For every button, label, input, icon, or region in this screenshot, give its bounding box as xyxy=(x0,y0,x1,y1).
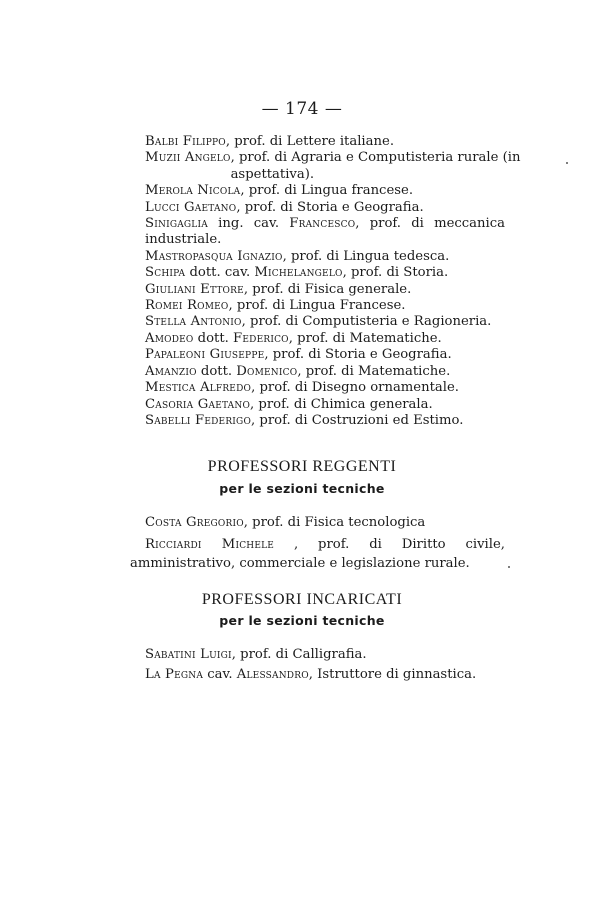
list-entry xyxy=(145,249,505,265)
list-entry xyxy=(145,150,521,183)
page-number: — 174 — xyxy=(261,99,343,119)
entry-text-secondary: , prof. di Storia. xyxy=(342,265,449,281)
list-entry xyxy=(145,183,505,199)
reggenti-list xyxy=(130,515,505,573)
professori-list xyxy=(145,134,521,429)
entry-text-secondary: , prof. di Matematiche. xyxy=(288,330,442,346)
entry-name: Sabatini Luigi xyxy=(145,647,232,662)
entry-text-secondary: , prof. di Matematiche. xyxy=(297,363,451,379)
entry-name-secondary: Federico xyxy=(233,330,289,346)
entry-text-secondary: , prof. di meccanica industriale. xyxy=(145,216,505,248)
entry-text: , prof. di Lingua francese. xyxy=(240,183,414,199)
entry-name: Casoria Gaetano xyxy=(145,396,251,412)
section-subtitle-incaricati: per le sezioni tecniche xyxy=(219,613,385,628)
entry-text: dott. cav. xyxy=(185,265,255,281)
list-entry xyxy=(145,347,505,363)
list-entry xyxy=(145,200,505,216)
list-entry xyxy=(145,282,505,298)
entry-name: Giuliani Ettore xyxy=(145,281,244,297)
list-entry xyxy=(145,265,505,281)
list-entry xyxy=(130,535,505,573)
entry-text: , prof. di Computisteria e Ragioneria. xyxy=(241,314,492,330)
list-entry xyxy=(145,515,505,531)
list-entry xyxy=(145,364,505,380)
entry-name: Costa Gregorio xyxy=(145,515,244,530)
entry-text: , prof. di Fisica generale. xyxy=(243,281,412,297)
list-entry xyxy=(145,134,505,150)
entry-text: , prof. di Lettere italiane. xyxy=(225,134,395,149)
section-title-incaricati: PROFESSORI INCARICATI xyxy=(201,591,403,608)
entry-text: , prof. di Fisica tecnologica xyxy=(243,515,426,530)
list-entry xyxy=(145,413,505,429)
list-entry xyxy=(145,314,505,330)
list-entry xyxy=(145,331,505,347)
scan-speck xyxy=(566,162,568,164)
entry-text: dott. xyxy=(193,330,234,346)
list-entry xyxy=(145,397,505,413)
entry-name: Amanzio xyxy=(145,363,197,379)
entry-name: Mastropasqua Ignazio xyxy=(145,248,283,264)
section-title-reggenti: PROFESSORI REGGENTI xyxy=(207,458,397,475)
entry-name: Lucci Gaetano xyxy=(145,199,237,215)
list-entry xyxy=(145,665,505,685)
scan-speck xyxy=(508,566,510,568)
entry-text: , prof. di Diritto civile, amministrativo, commerciale e legislazione rurale. xyxy=(130,537,505,572)
entry-name: Stella Antonio xyxy=(145,314,242,330)
list-entry xyxy=(145,645,505,665)
entry-text: cav. xyxy=(203,667,237,682)
entry-text: , prof. di Costruzioni ed Estimo. xyxy=(251,412,464,428)
entry-name: La Pegna xyxy=(145,667,204,682)
entry-text: , prof. di Storia e Geografia. xyxy=(264,347,452,363)
list-entry xyxy=(145,380,505,396)
entry-name-secondary: Michelangelo xyxy=(254,265,343,281)
entry-name-secondary: Francesco xyxy=(289,216,356,232)
entry-name: Papaleoni Giuseppe xyxy=(145,347,265,363)
entry-name-secondary: Domenico xyxy=(236,363,298,379)
entry-text: , prof. di Lingua Francese. xyxy=(228,298,406,314)
entry-name: Muzii Angelo xyxy=(145,150,231,166)
entry-name: Amodeo xyxy=(145,330,194,346)
entry-text: , prof. di Chimica generala. xyxy=(250,396,433,412)
entry-text: , prof. di Lingua tedesca. xyxy=(282,248,450,264)
entry-text: dott. xyxy=(196,363,237,379)
entry-name: Schipa xyxy=(145,265,186,281)
entry-text-secondary: , Istruttore di ginnastica. xyxy=(308,667,477,682)
entry-name: Ricciardi Michele xyxy=(145,537,275,553)
entry-name: Sinigaglia xyxy=(145,216,208,232)
entry-name: Sabelli Federigo xyxy=(145,412,252,428)
entry-text: ing. cav. xyxy=(207,216,290,232)
entry-name: Mestica Alfredo xyxy=(145,380,252,396)
list-entry xyxy=(145,298,505,314)
entry-name: Balbi Filippo xyxy=(145,134,226,149)
entry-name-secondary: Alessandro xyxy=(236,667,309,682)
section-subtitle-reggenti: per le sezioni tecniche xyxy=(219,481,385,496)
entry-text: , prof. di Storia e Geografia. xyxy=(236,199,424,215)
list-entry xyxy=(145,216,505,249)
entry-text: , prof. di Agraria e Computisteria rurale (in aspettativa). xyxy=(230,150,521,182)
entry-text: , prof. di Disegno ornamentale. xyxy=(251,380,459,396)
incaricati-list xyxy=(145,645,505,685)
entry-name: Merola Nicola xyxy=(145,183,241,199)
entry-text: , prof. di Calligrafia. xyxy=(231,647,367,662)
entry-name: Romei Romeo xyxy=(145,298,229,314)
